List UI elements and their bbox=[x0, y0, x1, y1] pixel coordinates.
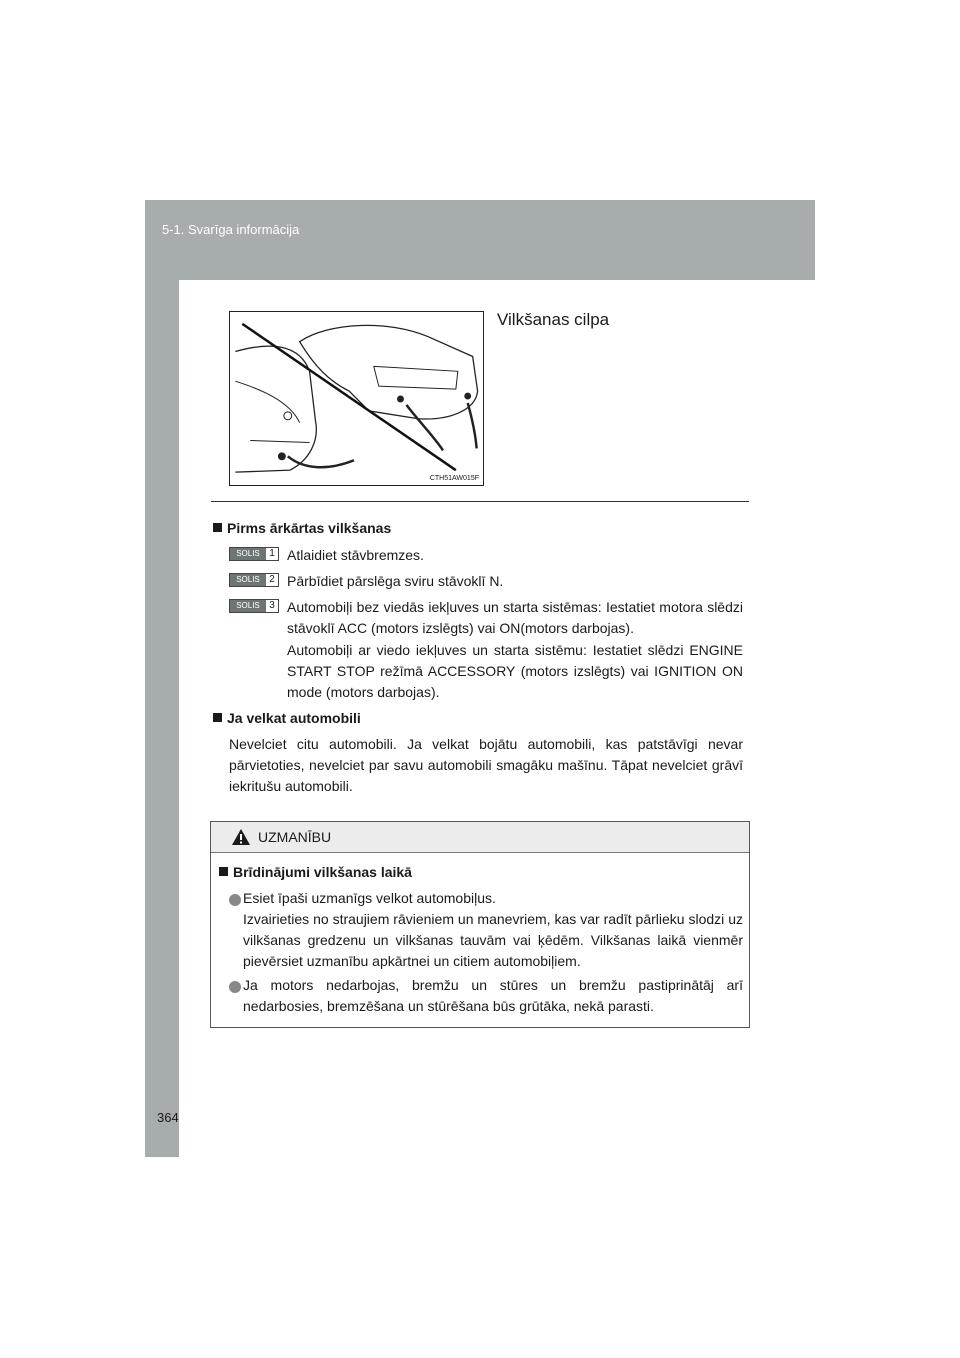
section-header-band bbox=[145, 200, 815, 280]
figure-callout: Vilkšanas cilpa bbox=[497, 310, 610, 329]
square-bullet-icon bbox=[213, 523, 222, 532]
towing-paragraph: Nevelciet citu automobili. Ja velkat bojātu automobili, kas patstāvīgi nevar pārvietoties, nevelciet par savu automobili smagāku mašīnu. Tāpat nevelciet grāvī iekritušu automobili. bbox=[229, 736, 743, 794]
caution-header bbox=[211, 822, 749, 853]
figure-code: CTH51AW015F bbox=[429, 475, 479, 482]
section-title: 5-1. Svarīga informācija bbox=[162, 222, 300, 237]
caution-box bbox=[210, 821, 750, 1028]
towing-eyelet-illustration bbox=[229, 311, 484, 486]
page-number: 364 bbox=[157, 1110, 179, 1125]
step-1-text: Atlaidiet stāvbremzes. bbox=[287, 547, 424, 563]
divider bbox=[211, 501, 749, 502]
step-2-text: Pārbīdiet pārslēga sviru stāvoklī N. bbox=[287, 573, 504, 589]
caution-bullet-2: Ja motors nedarbojas, bremžu un stūres un bremžu pastiprinātāj arī nedarbosies, bremzēšana un stūrēšana būs grūtāka, nekā parasti. bbox=[243, 977, 743, 1014]
step-badge-1: SOLIS 1 bbox=[229, 547, 279, 561]
section-heading-before-towing: Pirms ārkārtas vilkšanas bbox=[213, 520, 391, 536]
page-side-bar bbox=[145, 280, 179, 1157]
step-3-text: Automobiļi bez viedās iekļuves un starta sistēmas: Iestatiet motora slēdzi stāvoklī ACC (motors izslēgts) vai ON(motors darbojas). bbox=[287, 599, 743, 636]
section-heading-if-towing: Ja velkat automobili bbox=[213, 710, 361, 726]
round-bullet-icon bbox=[229, 981, 241, 993]
caution-title: UZMANĪBU bbox=[258, 829, 332, 845]
caution-bullet-1: Esiet īpaši uzmanīgs velkot automobiļus. Izvairieties no straujiem rāvieniem un manevriem, kas var radīt pārlieku slodzi uz vilkšanas gredzenu un vilkšanas tauvām vai ķēdēm. Vilkšanas laikā vienmēr pievērsiet uzmanību apkārtnei un citiem automobiļiem. bbox=[243, 890, 743, 969]
step-badge-2: SOLIS 2 bbox=[229, 573, 279, 587]
square-bullet-icon bbox=[219, 867, 228, 876]
step-3-extra-text: Automobiļi ar viedo iekļuves un starta sistēmu: Iestatiet slēdzi ENGINE START STOP režīmā ACCESSORY (motors izslēgts) vai IGNITION ON mode (motors darbojas). bbox=[287, 642, 743, 700]
square-bullet-icon bbox=[213, 713, 222, 722]
step-badge-3: SOLIS 3 bbox=[229, 599, 279, 613]
round-bullet-icon bbox=[229, 894, 241, 906]
caution-heading: Brīdinājumi vilkšanas laikā bbox=[219, 864, 412, 880]
warning-triangle-icon bbox=[231, 828, 251, 846]
